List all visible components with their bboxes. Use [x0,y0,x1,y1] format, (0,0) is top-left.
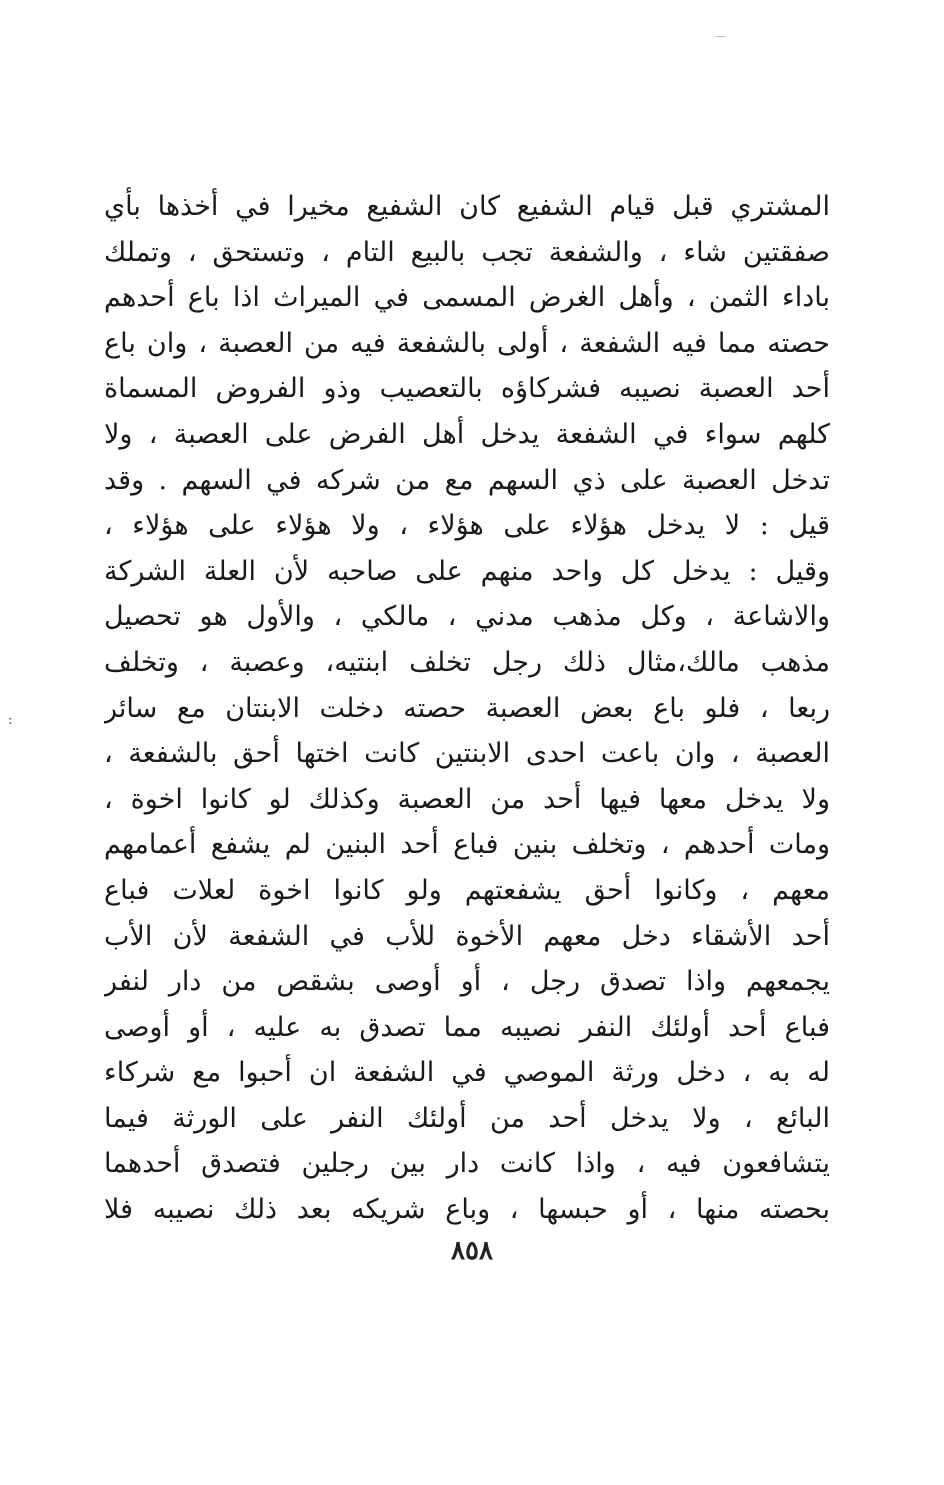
text-line: مذهب مالك،مثال ذلك رجل تخلف ابنتيه، وعصبة ، وتخلف [104,646,830,678]
text-line: فباع أحد أولئك النفر نصيبه مما تصدق به عليه ، أو أوصى [104,1011,830,1043]
text-line: البائع ، ولا يدخل أحد من أولئك النفر على الورثة فيما [104,1102,830,1134]
text-line: معهم ، وكانوا أحق يشفعتهم ولو كانوا اخوة لعلات فباع [104,874,830,906]
scan-mark [716,36,726,37]
text-line: وقيل : يدخل كل واحد منهم على صاحبه لأن العلة الشركة [104,555,830,587]
text-line: تدخل العصبة على ذي السهم مع من شركه في السهم . وقد [104,464,830,496]
text-line: له به ، دخل ورثة الموصي في الشفعة ان أحبوا مع شركاء [104,1057,830,1089]
body-text [104,184,830,1233]
text-line: صفقتين شاء ، والشفعة تجب بالبيع التام ، وتستحق ، وتملك [104,236,830,268]
text-line: بحصته منها ، أو حبسها ، وباع شريكه بعد ذلك نصيبه فلا [104,1194,830,1226]
margin-mark: : [8,712,13,728]
text-line: كلهم سواء في الشفعة يدخل أهل الفرض على العصبة ، ولا [104,418,830,450]
text-line: باداء الثمن ، وأهل الغرض المسمى في الميراث اذا باع أحدهم [104,282,830,314]
page-number: ٨٥٨ [451,1236,493,1266]
text-line: المشتري قبل قيام الشفيع كان الشفيع مخيرا في أخذها بأي [104,191,830,222]
text-line: أحد الأشقاء دخل معهم الأخوة للأب في الشفعة لأن الأب [104,920,830,952]
text-line: ربعا ، فلو باع بعض العصبة حصته دخلت الابنتان مع سائر [104,692,830,724]
text-line: والاشاعة ، وكل مذهب مدني ، مالكي ، والأول هو تحصيل [104,601,830,633]
text-line: حصته مما فيه الشفعة ، أولى بالشفعة فيه من العصبة ، وان باع [104,327,830,359]
text-line: العصبة ، وان باعت احدى الابنتين كانت اختها أحق بالشفعة ، [104,738,830,770]
text-line: قيل : لا يدخل هؤلاء على هؤلاء ، ولا هؤلاء على هؤلاء ، [104,510,830,542]
text-line: يتشافعون فيه ، واذا كانت دار بين رجلين فتصدق أحدهما [104,1148,830,1180]
text-line: ومات أحدهم ، وتخلف بنين فباع أحد البنين لم يشفع أعمامهم [104,829,830,861]
text-line: يجمعهم واذا تصدق رجل ، أو أوصى بشقص من دار لنفر [104,966,830,998]
text-line: أحد العصبة نصيبه فشركاؤه بالتعصيب وذو الفروض المسماة [104,373,830,405]
text-line: ولا يدخل معها فيها أحد من العصبة وكذلك لو كانوا اخوة ، [104,783,830,815]
